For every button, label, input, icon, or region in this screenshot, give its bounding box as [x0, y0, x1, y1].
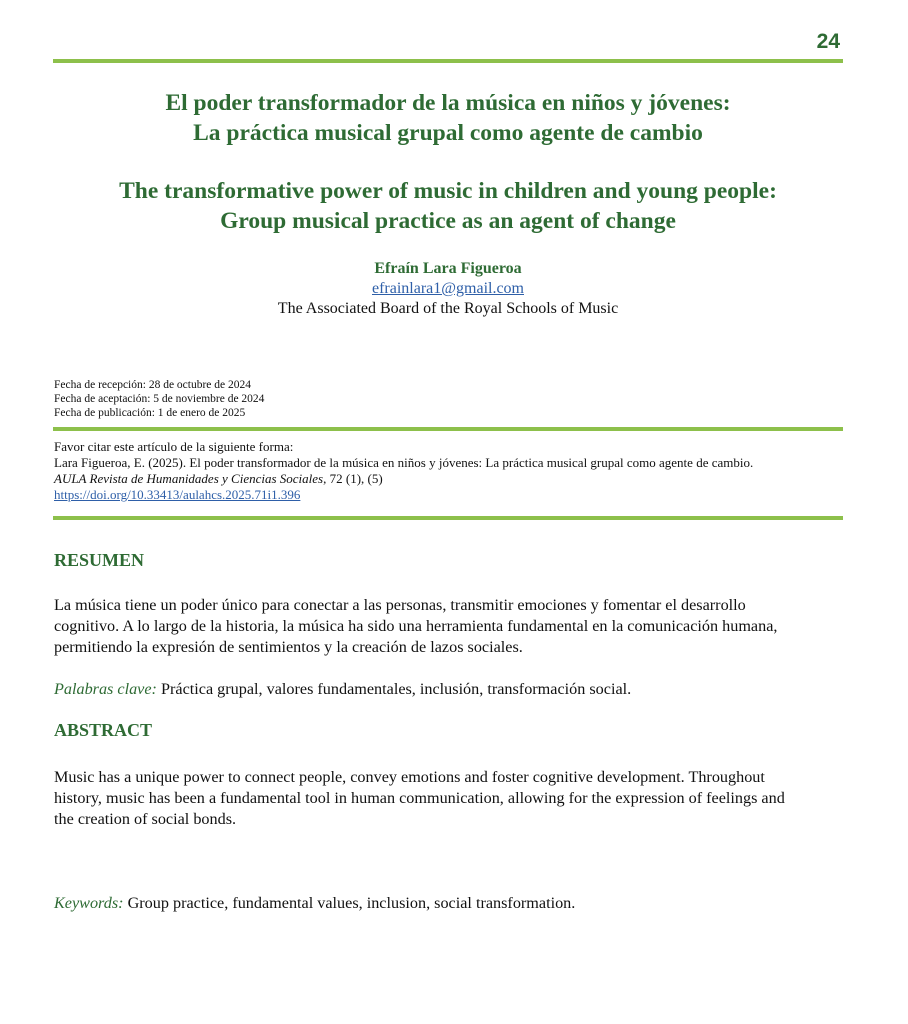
title-spanish-line1: El poder transformador de la música en niños y jóvenes:	[165, 90, 731, 116]
resumen-paragraph	[54, 595, 846, 658]
abstract-keywords-text: Group practice, fundamental values, inclusion, social transformation.	[123, 894, 576, 912]
author-email-link[interactable]: efrainlara1@gmail.com	[372, 280, 524, 297]
resumen-line1: La música tiene un poder único para conectar a las personas, transmitir emociones y fomentar el desarrollo	[54, 596, 746, 614]
date-published: Fecha de publicación: 1 de enero de 2025	[54, 407, 246, 419]
header-rule	[53, 59, 843, 63]
abstract-heading: ABSTRACT	[54, 720, 153, 740]
title-spanish-line2: La práctica musical grupal como agente de cambio	[193, 120, 703, 146]
citation-volume: , 72 (1), (5)	[323, 471, 383, 486]
page-number: 24	[816, 30, 840, 53]
abstract-line1: Music has a unique power to connect people, convey emotions and foster cognitive development. Throughout	[54, 768, 765, 786]
abstract-keywords-label: Keywords:	[54, 894, 124, 912]
citation-doi-link[interactable]: https://doi.org/10.33413/aulahcs.2025.71i1.396	[54, 487, 301, 502]
title-english	[53, 176, 843, 236]
resumen-heading: RESUMEN	[54, 550, 145, 570]
author-block	[53, 259, 843, 319]
abstract-paragraph	[54, 767, 846, 830]
date-accepted: Fecha de aceptación: 5 de noviembre de 2024	[54, 393, 265, 405]
citation-intro: Favor citar este artículo de la siguiente forma:	[54, 439, 294, 454]
citation-journal-line	[54, 471, 844, 487]
resumen-keywords	[54, 679, 846, 700]
title-english-line2: Group musical practice as an agent of change	[220, 208, 676, 234]
citation-reference: Lara Figueroa, E. (2025). El poder transformador de la música en niños y jóvenes: La práctica musical grupal como agente de cambio.	[54, 455, 754, 470]
citation-top-rule	[53, 427, 843, 431]
resumen-keywords-label: Palabras clave:	[54, 680, 157, 698]
citation-bottom-rule	[53, 516, 843, 520]
date-received: Fecha de recepción: 28 de octubre de 2024	[54, 379, 252, 391]
author-affiliation: The Associated Board of the Royal Schools of Music	[277, 300, 619, 317]
title-english-line1: The transformative power of music in children and young people:	[119, 178, 777, 204]
publication-dates	[54, 378, 264, 420]
abstract-line3: the creation of social bonds.	[54, 810, 237, 828]
author-name: Efraín Lara Figueroa	[374, 260, 522, 277]
citation-journal: AULA Revista de Humanidades y Ciencias Sociales	[54, 471, 324, 486]
abstract-keywords	[54, 893, 846, 914]
resumen-line3: permitiendo la expresión de sentimientos y la creación de lazos sociales.	[54, 638, 523, 656]
abstract-line2: history, music has been a fundamental tool in human communication, allowing for the expression of feelings and	[54, 789, 785, 807]
title-spanish	[53, 88, 843, 148]
resumen-keywords-text: Práctica grupal, valores fundamentales, inclusión, transformación social.	[156, 680, 632, 698]
citation-block	[54, 439, 844, 503]
resumen-line2: cognitivo. A lo largo de la historia, la música ha sido una herramienta fundamental en la comunicación humana,	[54, 617, 778, 635]
